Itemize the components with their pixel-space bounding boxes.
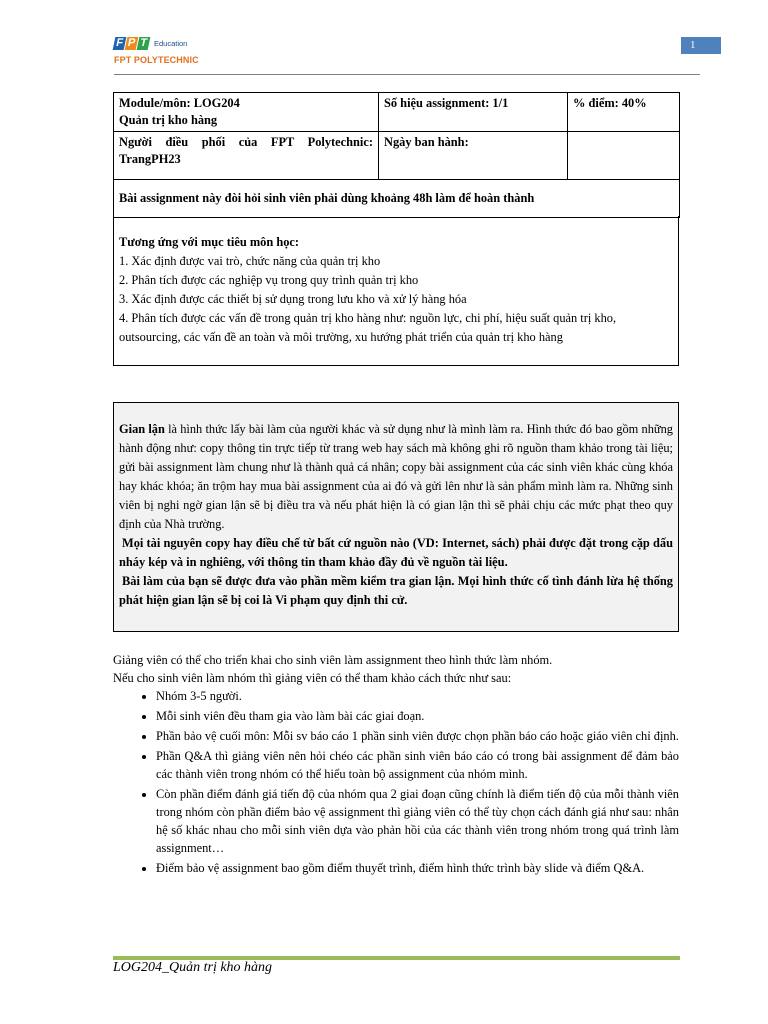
plagiarism-term: Gian lận (119, 422, 165, 436)
objectives-box (113, 216, 679, 366)
objective-item: 1. Xác định được vai trò, chức năng của quản trị kho (119, 254, 381, 268)
logo-education-label: Education (154, 38, 188, 48)
logo-letter-f: F (113, 37, 127, 50)
page-number-badge: 1 (681, 37, 721, 54)
module-name: Quản trị kho hàng (119, 113, 218, 127)
empty-cell (568, 132, 680, 180)
plagiarism-rule-software: Bài làm của bạn sẽ được đưa vào phần mềm kiểm tra gian lận. Mọi hình thức cố tình đánh lừa hệ thống phát hiện gian lận sẽ bị coi là Vi phạm quy định thi cử. (119, 574, 673, 607)
percent-cell: % điểm: 40% (568, 93, 680, 132)
plagiarism-definition (119, 420, 673, 534)
list-item: • Nhóm 3-5 người. (156, 687, 679, 705)
assignment-info-table (113, 92, 680, 218)
objectives-heading: Tương ứng với mục tiêu môn học: (119, 235, 300, 249)
module-cell (114, 93, 379, 132)
plagiarism-notice-box (113, 402, 679, 632)
objective-item: 3. Xác định được các thiết bị sử dụng trong lưu kho và xử lý hàng hóa (119, 292, 467, 306)
plagiarism-text: là hình thức lấy bài làm của người khác và sử dụng như là mình làm ra. Hình thức đó bao gồm những hành động như: copy thông tin trực tiếp từ trang web hay sách mà không ghi rõ nguồn tham khảo trong tài liệu; gửi bài assignment làm chung như là thành quả cá nhân; copy bài assignment của các sinh viên khác cùng khóa hay khác khóa; ăn trộm hay mua bài assignment của ai đó và gửi lên như là sản phẩm mình làm ra. Những sinh viên bị nghi ngờ gian lận sẽ bị điều tra và nếu phát hiện là có gian lận thì sẽ phải chịu các mức phạt theo quy định của Nhà trường. (119, 422, 673, 531)
footer-course-label: LOG204_Quản trị kho hàng (113, 960, 273, 975)
module-code: Module/môn: LOG204 (119, 96, 240, 110)
coordinator-cell: Người điều phối của FPT Polytechnic: TrangPH23 (114, 132, 379, 180)
objective-item: 2. Phân tích được các nghiệp vụ trong quy trình quản trị kho (119, 273, 419, 287)
group-work-list (113, 687, 679, 877)
list-item: • Mỗi sinh viên đều tham gia vào làm bài các giai đoạn. (156, 707, 679, 725)
list-item: • Phần bảo vệ cuối môn: Mỗi sv báo cáo 1 phần sinh viên được chọn phần báo cáo hoặc giáo viên chỉ định. (156, 727, 679, 745)
issue-date-cell: Ngày ban hành: (379, 132, 568, 180)
logo-letter-t: T (137, 37, 151, 50)
fpt-logo (114, 35, 199, 65)
list-item: • Phần Q&A thì giảng viên nên hỏi chéo các phần sinh viên báo cáo có trong bài assignment để đảm bảo các thành viên trong nhóm có thể hiểu toàn bộ assignment của nhóm mình. (156, 747, 679, 783)
header-divider (114, 74, 700, 75)
group-work-section (113, 651, 679, 879)
group-work-intro: Nếu cho sinh viên làm nhóm thì giảng viên có thể tham khảo cách thức như sau: (113, 671, 512, 685)
logo-letter-p: P (125, 37, 139, 50)
list-item: • Điểm bảo vệ assignment bao gồm điểm thuyết trình, điểm hình thức trình bày slide và điểm Q&A. (156, 859, 679, 877)
plagiarism-rule-citation: Mọi tài nguyên copy hay điều chế từ bất cứ nguồn nào (VD: Internet, sách) phải được đặt trong cặp dấu nháy kép và in nghiêng, với thông tin tham khảo đầy đủ về nguồn tài liệu. (119, 536, 673, 569)
list-item: • Còn phần điểm đánh giá tiến độ của nhóm qua 2 giai đoạn cũng chính là điểm tiến độ của mỗi thành viên trong nhóm còn phần điểm bảo vệ assignment thì giảng viên có thể tùy chọn cách đánh giá như sau: nhân hệ số khác nhau cho mỗi sinh viên dựa vào phản hồi của các thành viên trong nhóm trong quá trình làm assignment… (156, 785, 679, 857)
school-name: FPT POLYTECHNIC (114, 55, 199, 65)
duration-cell: Bài assignment này đòi hỏi sinh viên phải dùng khoảng 48h làm để hoàn thành (114, 180, 680, 218)
fpt-logo-mark (114, 37, 149, 50)
objective-item: 4. Phân tích được các vấn đề trong quản trị kho hàng như: nguồn lực, chi phí, hiệu suất quản trị kho, outsourcing, các vấn đề an toàn và môi trường, xu hướng phát triển của quản trị kho hàng (119, 311, 617, 344)
group-work-intro: Giảng viên có thể cho triển khai cho sinh viên làm assignment theo hình thức làm nhóm. (113, 653, 553, 667)
assignment-number-cell: Số hiệu assignment: 1/1 (379, 93, 568, 132)
